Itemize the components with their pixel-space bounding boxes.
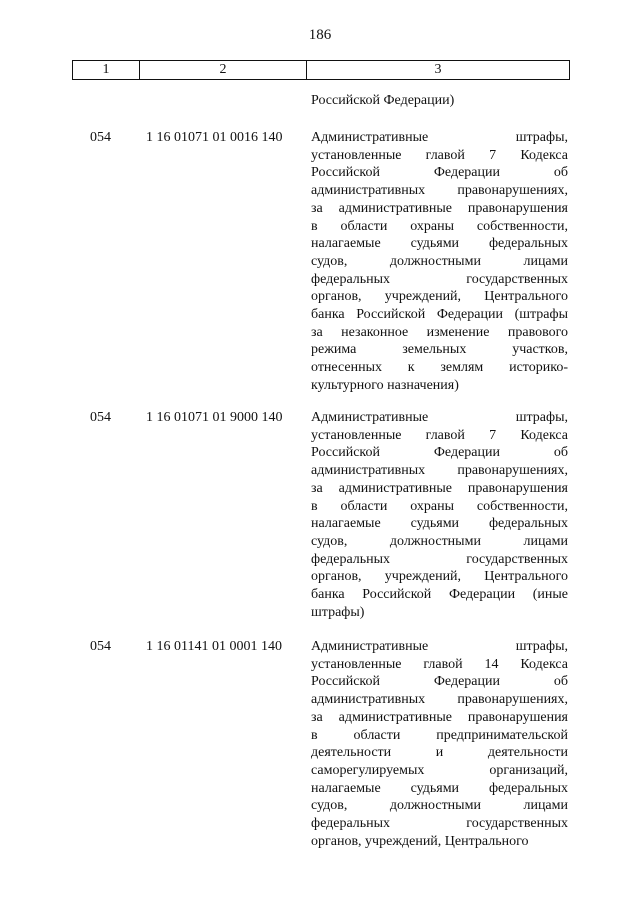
description-line: установленные главой 14 Кодекса (311, 656, 568, 672)
description-line: органов, учреждений, Центрального (311, 569, 568, 585)
continuation-text: Российской Федерации) (311, 93, 455, 108)
description-line: установленные главой 7 Кодекса (311, 147, 568, 163)
description-line: административных правонарушениях, (311, 183, 568, 199)
column-header-3: 3 (307, 61, 570, 80)
description-line: органов, учреждений, Центрального (311, 833, 529, 849)
description-line: за административные правонарушения (311, 480, 568, 496)
description-line: Административные штрафы, (311, 639, 568, 654)
description-line: налагаемые судьями федеральных (311, 780, 568, 796)
column-header-2: 2 (140, 61, 307, 80)
admin-code: 054 (90, 639, 111, 654)
description-line: Российской Федерации об (311, 165, 568, 181)
description-line: культурного назначения) (311, 377, 459, 393)
description-line: судов, должностными лицами (311, 533, 568, 549)
classification-code: 1 16 01141 01 0001 140 (146, 639, 282, 654)
classification-code: 1 16 01071 01 9000 140 (146, 410, 283, 425)
description-line: судов, должностными лицами (311, 253, 568, 269)
page-number: 186 (308, 27, 332, 43)
description-line: Российской Федерации об (311, 674, 568, 690)
description-line: федеральных государственных (311, 816, 568, 832)
description-line: режима земельных участков, (311, 342, 568, 358)
description-line: банка Российской Федерации (штрафы (311, 307, 568, 323)
description-line: федеральных государственных (311, 551, 568, 567)
admin-code: 054 (90, 130, 111, 145)
description (311, 129, 568, 395)
column-header-1: 1 (73, 61, 140, 80)
description-line: установленные главой 7 Кодекса (311, 427, 568, 443)
description-line: Административные штрафы, (311, 410, 568, 425)
description-line: федеральных государственных (311, 271, 568, 287)
description-line: штрафы) (311, 604, 365, 620)
description-line: в области охраны собственности, (311, 498, 568, 514)
description-line: налагаемые судьями федеральных (311, 516, 568, 532)
description-line: административных правонарушениях, (311, 463, 568, 479)
column-header-table (72, 60, 570, 80)
description-line: Административные штрафы, (311, 130, 568, 145)
description-line: отнесенных к землям историко- (311, 360, 568, 376)
description-line: судов, должностными лицами (311, 798, 568, 814)
description (311, 409, 568, 621)
admin-code: 054 (90, 410, 111, 425)
description-line: органов, учреждений, Центрального (311, 289, 568, 305)
description-line: деятельности и деятельности (311, 745, 568, 761)
column-header-row (73, 61, 570, 80)
description-line: в области предпринимательской (311, 727, 568, 743)
description-line: за административные правонарушения (311, 709, 568, 725)
classification-code: 1 16 01071 01 0016 140 (146, 130, 283, 145)
description-line: административных правонарушениях, (311, 692, 568, 708)
description-line: банка Российской Федерации (иные (311, 587, 568, 603)
description-line: за незаконное изменение правового (311, 324, 568, 340)
description-line: Российской Федерации об (311, 445, 568, 461)
description (311, 638, 568, 850)
description-line: в области охраны собственности, (311, 218, 568, 234)
description-line: налагаемые судьями федеральных (311, 236, 568, 252)
description-line: саморегулируемых организаций, (311, 762, 568, 778)
description-line: за административные правонарушения (311, 200, 568, 216)
